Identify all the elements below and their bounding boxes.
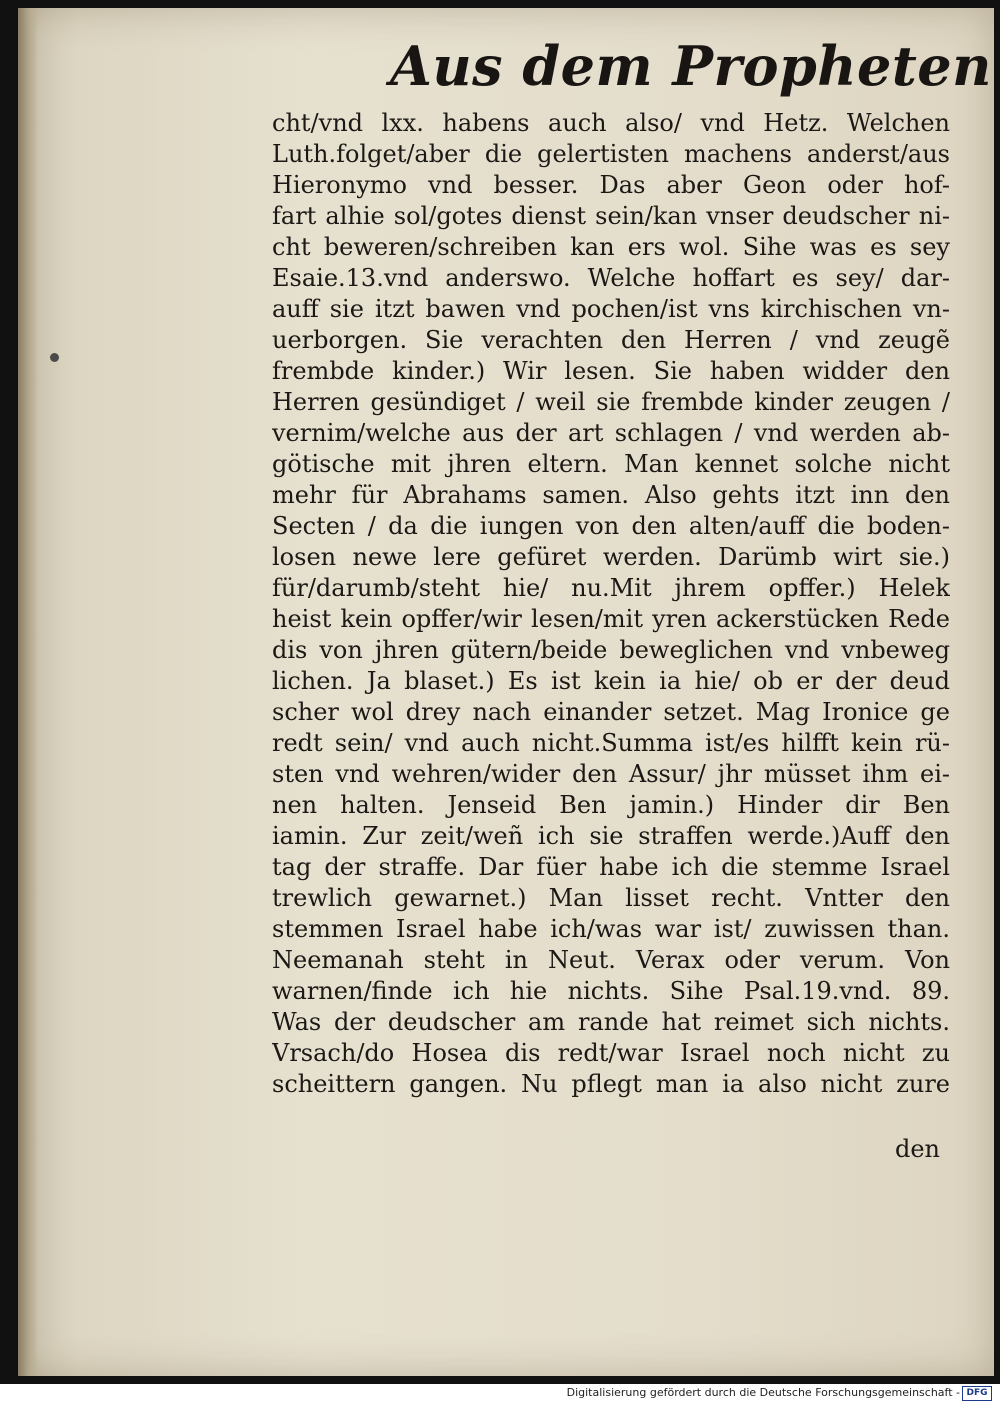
text-line: lichen. Ja blaset.) Es ist kein ia hie/ ob er der deud — [272, 667, 950, 695]
text-line: losen newe lere gefüret werden. Darümb wirt sie.) — [272, 543, 950, 571]
text-line: frembde kinder.) Wir lesen. Sie haben widder den — [272, 357, 950, 385]
text-line: scheittern gangen. Nu pflegt man ia also nicht zure — [272, 1070, 950, 1098]
text-line: redt sein/ vnd auch nicht.Summa ist/es hilfft kein rü- — [272, 729, 950, 757]
text-line: trewlich gewarnet.) Man lisset recht. Vntter den — [272, 884, 950, 912]
text-line: uerborgen. Sie verachten den Herren / vnd zeugẽ — [272, 326, 950, 354]
catchword: den — [894, 1135, 940, 1163]
text-line: iamin. Zur zeit/weñ ich sie straffen werde.)Auff den — [272, 822, 950, 850]
text-line: Vrsach/do Hosea dis redt/war Israel noch nicht zu — [272, 1039, 950, 1067]
text-line: Was der deudscher am rande hat reimet sich nichts. — [272, 1008, 950, 1036]
text-line: warnen/finde ich hie nichts. Sihe Psal.19.vnd. 89. — [272, 977, 950, 1005]
text-line: sten vnd wehren/wider den Assur/ jhr müsset ihm ei- — [272, 760, 950, 788]
text-line: cht beweren/schreiben kan ers wol. Sihe was es sey — [272, 233, 950, 261]
body-text — [272, 108, 950, 1100]
text-line: tag der straffe. Dar füer habe ich die stemme Israel — [272, 853, 950, 881]
text-line: auff sie itzt bawen vnd pochen/ist vns kirchischen vn- — [272, 295, 950, 323]
text-line: stemmen Israel habe ich/was war ist/ zuwissen than. — [272, 915, 950, 943]
text-line: mehr für Abrahams samen. Also gehts itzt inn den — [272, 481, 950, 509]
text-line: Luth.folget/aber die gelertisten machens anderst/aus — [272, 140, 950, 168]
text-line: Neemanah steht in Neut. Verax oder verum. Von — [272, 946, 950, 974]
funding-credit: Digitalisierung gefördert durch die Deutsche Forschungsgemeinschaft - — [566, 1386, 960, 1399]
ink-spot — [50, 353, 59, 362]
text-line: Herren gesündiget / weil sie frembde kinder zeugen / — [272, 388, 950, 416]
footer-bar — [0, 1384, 1000, 1402]
text-line: für/darumb/steht hie/ nu.Mit jhrem opffer.) Helek — [272, 574, 950, 602]
text-line: vernim/welche aus der art schlagen / vnd werden ab- — [272, 419, 950, 447]
page-gutter-edge — [18, 8, 38, 1376]
text-line: fart alhie sol/gotes dienst sein/kan vnser deudscher ni- — [272, 202, 950, 230]
text-line: Hieronymo vnd besser. Das aber Geon oder hof- — [272, 171, 950, 199]
text-line: Secten / da die iungen von den alten/auff die boden- — [272, 512, 950, 540]
dfg-logo: DFG — [962, 1386, 992, 1401]
running-title: Aus dem Propheten — [390, 34, 992, 98]
text-line: dis von jhren gütern/beide beweglichen vnd vnbeweg — [272, 636, 950, 664]
text-line: scher wol drey nach einander setzet. Mag Ironice ge — [272, 698, 950, 726]
text-line: Esaie.13.vnd anderswo. Welche hoffart es sey/ dar- — [272, 264, 950, 292]
text-line: heist kein opffer/wir lesen/mit yren ackerstücken Rede — [272, 605, 950, 633]
text-line: cht/vnd lxx. habens auch also/ vnd Hetz. Welchen — [272, 109, 950, 137]
text-line: nen halten. Jenseid Ben jamin.) Hinder dir Ben — [272, 791, 950, 819]
text-line: götische mit jhren eltern. Man kennet solche nicht — [272, 450, 950, 478]
